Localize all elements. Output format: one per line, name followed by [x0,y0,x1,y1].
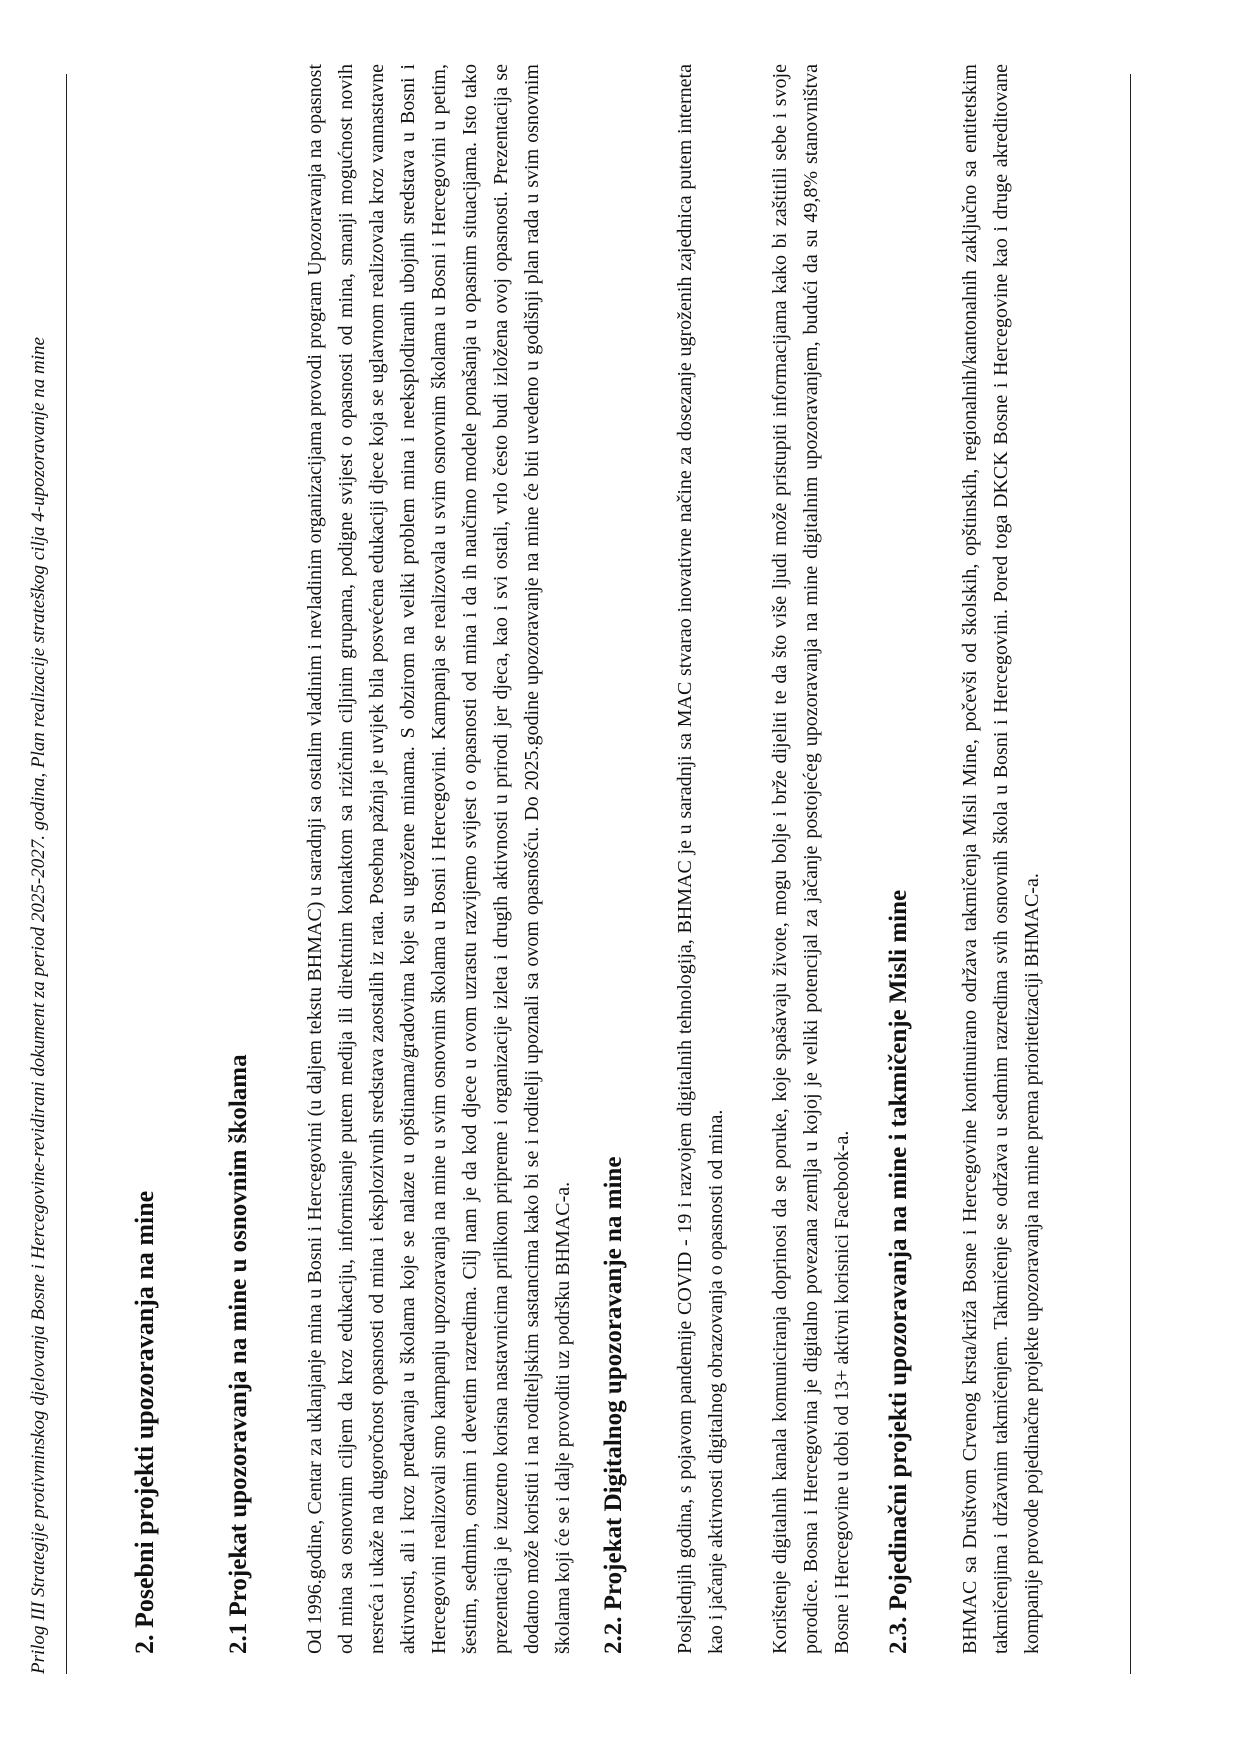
section-2-heading: 2. Posebni projekti upozoravanja na mine [130,1190,159,1654]
section-2-1-paragraph: Od 1996.godine, Centar za uklanjanje mina u Bosni i Hercegovini (u daljem tekstu BHMAC) u saradnji sa ostalim vladinim i nevladinim organizacijama provodi program Upozoravanja na opasnost od mina sa osnovnim ciljem da kroz edukaciju, informisanje putem medija ili direktnim kontaktom sa rizičnim ciljnim grupama, podigne svijest o opasnosti od mina, smanji mogućnost novih nesreća i ukaže na dugoročnost opasnosti od mina i eksplozivnih sredstava zaostalih iz rata. Posebna pažnja je uvijek bila posvećena edukaciji djece koja se uglavnom realizovala kroz vannastavne aktivnosti, ali i kroz predavanja u školama koje se nalaze u opštinama/gradovima koje su ugrožene minama. S obzirom na veliki problem mina i neeksplodiranih ubojnih sredstava u Bosni i Hercegovini realizovali smo kampanju upozoravanja na mine u svim osnovnim školama u Bosni i Hercegovini. Kampanja se realizovala u svim osnovnim školama u Bosni i Hercegovini u petim, šestim, sedmim, osmim i devetim razredima. Cilj nam je da kod djece u ovom uzrastu razvijemo svijest o opasnosti od mina i da ih naučimo modele ponašanja u opasnim situacijama. Isto tako prezentacija je izuzetno korisna nastavnicima prilikom pripreme i organizacije izleta i drugih aktivnosti u prirodi jer djeca, kao i svi ostali, vrlo često budi izložena ovoj opasnosti. Prezentacija se dodatno može koristiti i na roditeljskim sastancima kako bi se i roditelji upoznali sa ovom opasnošću. Do 2025.godine upozoravanje na mine će biti uvedeno u godišnji plan rada u svim osnovnim školama koji će se i dalje provoditi uz podršku BHMAC-a. [304,64,574,1654]
footer-rule [1130,74,1131,1674]
section-2-2-paragraph-1: Posljednjih godina, s pojavom pandemije COVID - 19 i razvojem digitalnih tehnologija, BHMAC je u saradnji sa MAC stvarao inovativne načine za dosezanje ugroženih zajednica putem interneta kao i jačanje aktivnosti digitalnog obrazovanja o opasnosti od mina. [674,64,727,1654]
section-2-3-heading: 2.3. Pojedinačni projekti upozoravanja na mine i takmičenje Misli mine [885,889,912,1654]
section-2-1-heading: 2.1 Projekat upozoravanja na mine u osnovnim školama [225,1054,252,1654]
section-2-2-heading: 2.2. Projekat Digitalnog upozoravanje na mine [600,1156,627,1654]
header-rule [66,74,67,1674]
section-2-3-paragraph: BHMAC sa Društvom Crvenog krsta/križa Bosne i Hercegovine kontinuirano održava takmičenja Misli Mine, počevši od školskih, opštinskih, regionalnih/kantonalnih zaključno sa entitetskim takmičenjima i državnim takmičenjem. Takmičenje se održava u sedmim razredima svih osnovnih škola u Bosni i Hercegovini. Pored toga DKCK Bosne i Hercegovine kao i druge akreditovane kompanije provode pojedinačne projekte upozoravanja na mine prema prioritetizaciji BHMAC-a. [959,64,1043,1654]
running-header: Prilog III Strategije protivminskog djelovanja Bosne i Hercegovine-revidirani dokument za period 2025-2027. godina, Plan realizacije strateškog cilja 4-upozoravanje na mine [28,337,49,1674]
section-2-2-paragraph-2: Korištenje digitalnih kanala komuniciranja doprinosi da se poruke, koje spašavaju živote, mogu bolje i brže dijeliti te da što više ljudi može pristupiti informacijama kako bi zaštitili sebe i svoje porodice. Bosna i Hercegovina je digitalno povezana zemlja u kojoj je veliki potencijal za jačanje postojećeg upozoravanja na mine digitalnim upozoravanjem, budući da su 49,8% stanovništva Bosne i Hercegovine u dobi od 13+ aktivni korisnici Facebook-a. [769,64,853,1654]
